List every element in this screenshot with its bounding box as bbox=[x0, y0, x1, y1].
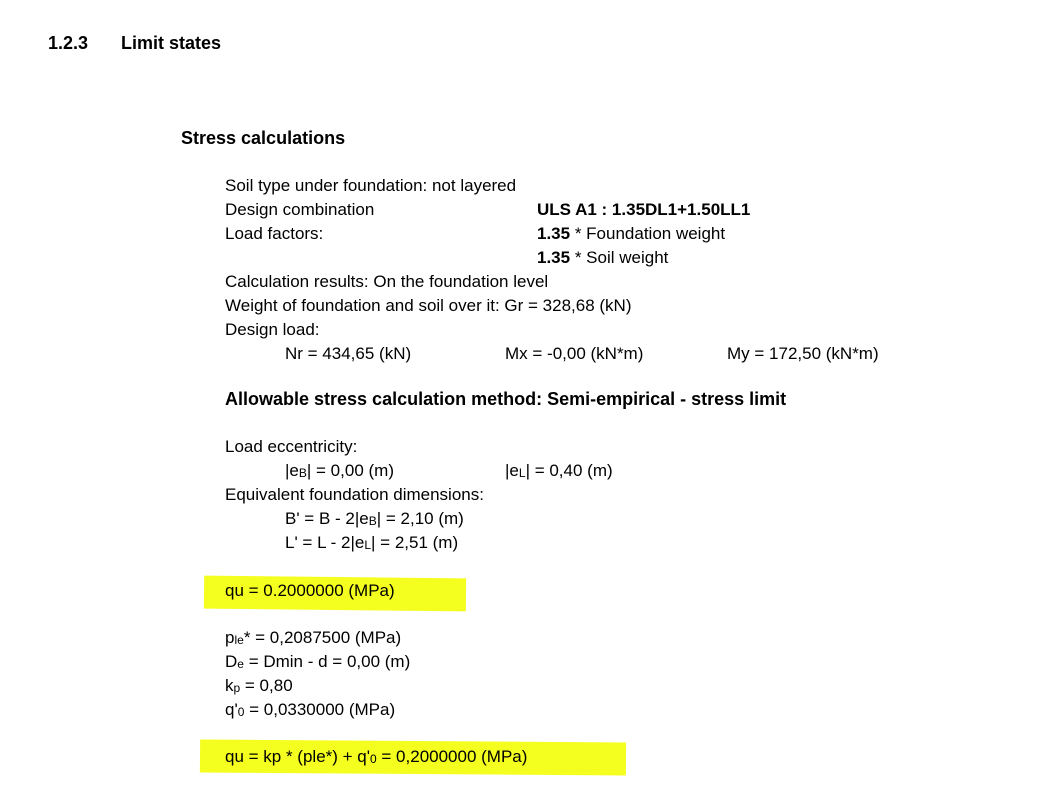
kp-value bbox=[225, 674, 293, 699]
eb-post: | = 0,00 (m) bbox=[306, 461, 394, 480]
kp-sub: p bbox=[233, 681, 241, 695]
de-value bbox=[225, 650, 410, 675]
el-post: | = 0,40 (m) bbox=[525, 461, 613, 480]
ple-post: * = 0,2087500 (MPa) bbox=[243, 628, 402, 647]
calc-results-line: Calculation results: On the foundation level bbox=[225, 272, 549, 291]
nr-value: Nr = 434,65 (kN) bbox=[285, 344, 412, 363]
l-prime-sub: L bbox=[364, 538, 372, 552]
weight-line: Weight of foundation and soil over it: Gr = 328,68 (kN) bbox=[225, 296, 632, 315]
method-heading: Allowable stress calculation method: Semi-empirical - stress limit bbox=[225, 389, 787, 409]
ple-pre: p bbox=[225, 628, 235, 647]
factor-value: 1.35 bbox=[537, 248, 571, 267]
mx-value: Mx = -0,00 (kN*m) bbox=[505, 344, 644, 363]
l-prime-post: | = 2,51 (m) bbox=[371, 533, 459, 552]
b-prime-post: | = 2,10 (m) bbox=[376, 509, 464, 528]
q0-post: = 0,0330000 (MPa) bbox=[244, 700, 396, 719]
qu-final-post: = 0,2000000 (MPa) bbox=[376, 747, 528, 766]
soil-type-line: Soil type under foundation: not layered bbox=[225, 176, 517, 195]
design-combination-label: Design combination bbox=[225, 200, 375, 219]
l-prime-value bbox=[285, 531, 458, 556]
kp-pre: k bbox=[225, 676, 234, 695]
factor-value: 1.35 bbox=[537, 224, 571, 243]
stress-heading: Stress calculations bbox=[181, 128, 346, 148]
load-factor-soil bbox=[537, 246, 668, 270]
el-pre: |e bbox=[505, 461, 519, 480]
q0-pre: q' bbox=[225, 700, 238, 719]
de-pre: D bbox=[225, 652, 238, 671]
factor-text: * Foundation weight bbox=[570, 224, 726, 243]
load-factor-foundation bbox=[537, 222, 725, 246]
b-prime-sub: B bbox=[368, 514, 377, 528]
q0-value bbox=[225, 698, 395, 723]
equiv-dims-label: Equivalent foundation dimensions: bbox=[225, 485, 484, 504]
de-sub: e bbox=[237, 657, 244, 671]
de-post: = Dmin - d = 0,00 (m) bbox=[243, 652, 411, 671]
design-combination-value: ULS A1 : 1.35DL1+1.50LL1 bbox=[537, 200, 751, 219]
design-load-label: Design load: bbox=[225, 320, 320, 339]
section-title: Limit states bbox=[121, 33, 222, 53]
load-factors-label: Load factors: bbox=[225, 224, 324, 243]
eb-sub: B bbox=[298, 466, 307, 480]
qu-final-formula bbox=[225, 745, 527, 770]
eb-value bbox=[285, 459, 394, 484]
el-sub: L bbox=[518, 466, 526, 480]
el-value bbox=[505, 459, 613, 484]
q0-sub: 0 bbox=[237, 705, 245, 719]
qu-final-sub: 0 bbox=[370, 752, 377, 766]
eb-pre: |e bbox=[285, 461, 299, 480]
ple-sub: le bbox=[234, 633, 244, 647]
ple-value bbox=[225, 626, 401, 651]
qu-final-pre: qu = kp * (ple*) + q' bbox=[225, 747, 370, 766]
kp-post: = 0,80 bbox=[240, 676, 293, 695]
b-prime-pre: B' = B - 2|e bbox=[285, 509, 369, 528]
factor-text: * Soil weight bbox=[570, 248, 669, 267]
qu-highlighted-value: qu = 0.2000000 (MPa) bbox=[225, 581, 395, 600]
l-prime-pre: L' = L - 2|e bbox=[285, 533, 365, 552]
b-prime-value bbox=[285, 507, 464, 532]
eccentricity-label: Load eccentricity: bbox=[225, 437, 358, 456]
my-value: My = 172,50 (kN*m) bbox=[727, 344, 879, 363]
section-number: 1.2.3 bbox=[48, 33, 89, 53]
